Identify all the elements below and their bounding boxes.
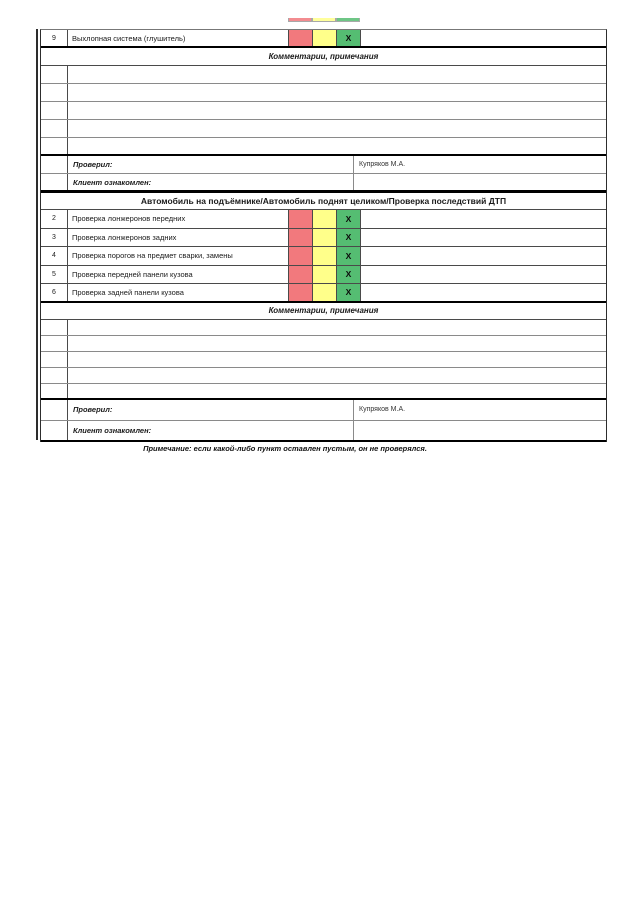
status-red-cell xyxy=(288,30,312,46)
status-yellow-cell xyxy=(312,30,336,46)
status-yellow-cell xyxy=(312,266,336,284)
client-acknowledged-value xyxy=(353,421,606,440)
status-green-cell: X xyxy=(336,266,360,284)
status-yellow-cell xyxy=(312,229,336,247)
empty-cell xyxy=(360,284,606,301)
comment-line xyxy=(67,102,606,119)
comments-header: Комментарии, примечания xyxy=(41,48,606,66)
comment-row xyxy=(41,66,606,84)
status-green-cell: X xyxy=(336,210,360,228)
comments-header: Комментарии, примечания xyxy=(41,303,606,320)
comment-row xyxy=(41,320,606,336)
footer-note: Примечание: если какой-либо пункт оставлен пустым, он не проверялся. xyxy=(143,444,427,453)
comment-row xyxy=(41,102,606,120)
checked-by-value: Купряков М.А. xyxy=(353,156,606,173)
client-acknowledged-value xyxy=(353,174,606,190)
checklist-item-label: Проверка лонжеронов передних xyxy=(67,210,288,228)
checked-by-value: Купряков М.А. xyxy=(353,400,606,420)
status-yellow-cell xyxy=(312,210,336,228)
client-acknowledged-label: Клиент ознакомлен: xyxy=(67,421,353,440)
status-red-cell xyxy=(288,229,312,247)
client-acknowledged-row xyxy=(41,174,606,192)
status-red-cell xyxy=(288,247,312,265)
comment-line xyxy=(67,384,606,398)
status-green-cell: X xyxy=(336,284,360,301)
row-number: 5 xyxy=(52,270,56,278)
cutoff-status-red-cell xyxy=(288,18,312,22)
table-outer-border xyxy=(36,29,38,440)
status-red-cell xyxy=(288,210,312,228)
checklist-row xyxy=(41,247,606,266)
checklist-row xyxy=(41,266,606,285)
empty-cell xyxy=(360,229,606,247)
status-red-cell xyxy=(288,266,312,284)
comment-line xyxy=(67,84,606,101)
row-number: 3 xyxy=(52,233,56,241)
row-number: 9 xyxy=(52,34,56,42)
checklist-row xyxy=(41,229,606,248)
row-number: 2 xyxy=(52,215,56,223)
checked-by-row xyxy=(41,156,606,174)
comment-row xyxy=(41,84,606,102)
client-acknowledged-row xyxy=(41,421,606,442)
checklist-item-label: Проверка порогов на предмет сварки, замены xyxy=(67,247,288,265)
status-yellow-cell xyxy=(312,284,336,301)
checklist-item-label: Выхлопная система (глушитель) xyxy=(67,30,288,46)
checklist-row xyxy=(41,210,606,229)
comment-line xyxy=(67,368,606,383)
comment-row xyxy=(41,368,606,384)
comment-line xyxy=(67,352,606,367)
inspection-checklist-table xyxy=(40,29,607,442)
checklist-row xyxy=(41,284,606,303)
checked-by-label: Проверил: xyxy=(67,400,353,420)
checked-by-label: Проверил: xyxy=(67,156,353,173)
comment-row xyxy=(41,352,606,368)
empty-cell xyxy=(360,266,606,284)
cutoff-status-green-cell xyxy=(336,18,360,22)
checklist-item-label: Проверка лонжеронов задних xyxy=(67,229,288,247)
comment-line xyxy=(67,120,606,137)
status-yellow-cell xyxy=(312,247,336,265)
checklist-row xyxy=(41,30,606,48)
cutoff-status-yellow-cell xyxy=(312,18,336,22)
comment-row xyxy=(41,336,606,352)
empty-cell xyxy=(360,210,606,228)
comment-row xyxy=(41,138,606,156)
status-red-cell xyxy=(288,284,312,301)
empty-cell xyxy=(360,30,606,46)
row-number: 6 xyxy=(52,288,56,296)
checked-by-row xyxy=(41,400,606,421)
comment-line xyxy=(67,138,606,154)
comment-row xyxy=(41,384,606,400)
status-green-cell: X xyxy=(336,247,360,265)
empty-cell xyxy=(360,247,606,265)
row-number: 4 xyxy=(52,252,56,260)
comment-row xyxy=(41,120,606,138)
client-acknowledged-label: Клиент ознакомлен: xyxy=(67,174,353,190)
status-green-cell: X xyxy=(336,229,360,247)
comment-line xyxy=(67,320,606,335)
comment-line xyxy=(67,66,606,83)
comment-line xyxy=(67,336,606,351)
checklist-item-label: Проверка задней панели кузова xyxy=(67,284,288,301)
section-title: Автомобиль на подъёмнике/Автомобиль поднят целиком/Проверка последствий ДТП xyxy=(41,192,606,210)
checklist-item-label: Проверка передней панели кузова xyxy=(67,266,288,284)
status-green-cell: X xyxy=(336,30,360,46)
